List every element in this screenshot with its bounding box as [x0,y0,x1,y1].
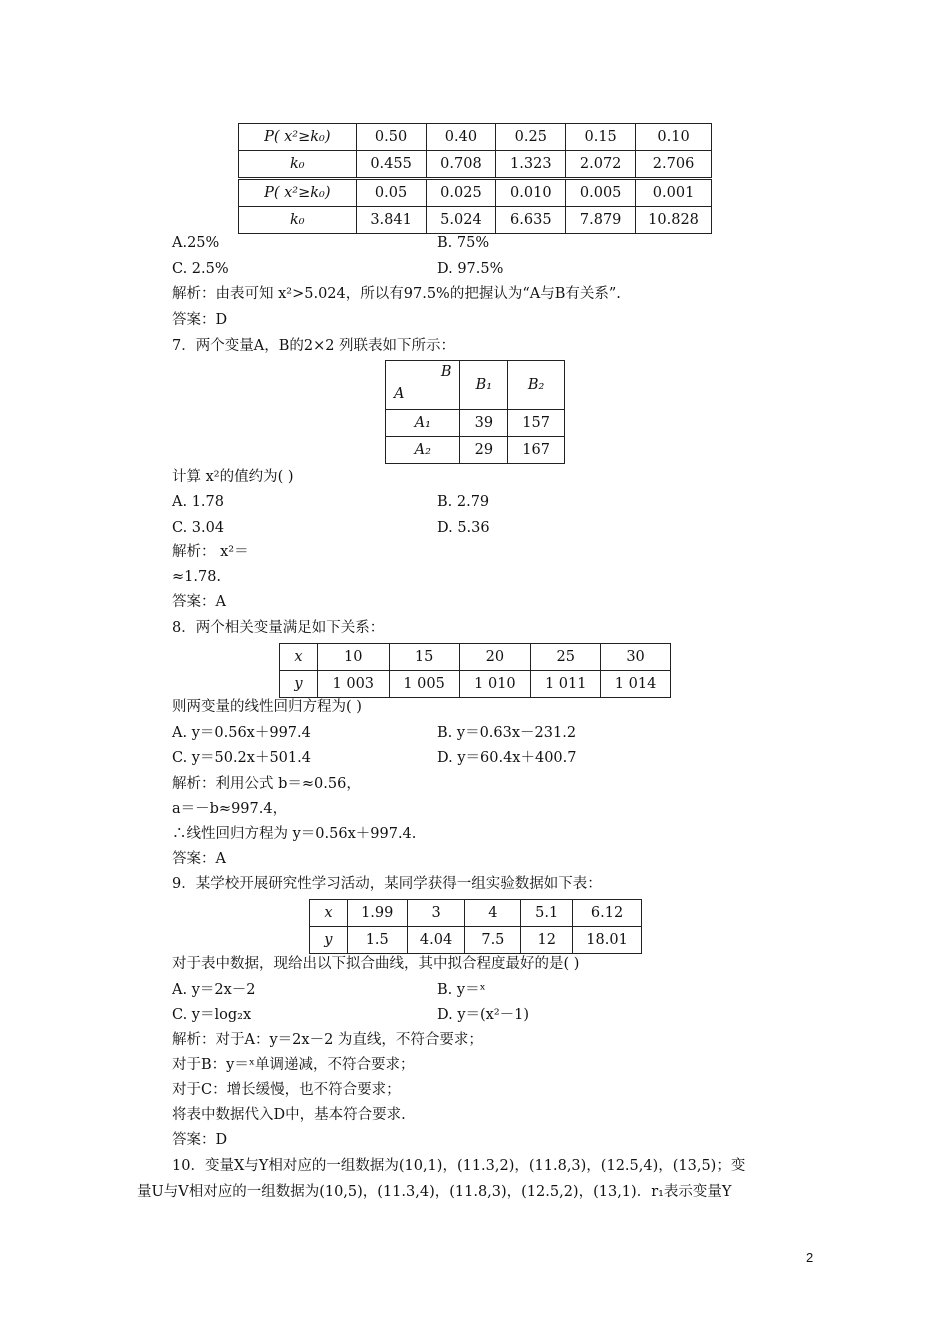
row-label: x [310,900,348,927]
table-row [386,437,565,464]
q7-analysis-2: ≈1.78. [172,569,222,585]
q7-stem: 7．两个变量A，B的2×2 列联表如下所示： [172,338,456,354]
table-row [280,644,671,671]
table-row [310,927,642,954]
table-cell: 10 [317,644,389,671]
table-cell: 39 [460,410,508,437]
table-cell: 2.706 [636,151,712,179]
table-row [239,151,712,179]
q8-analysis-3: ∴线性回归方程为 y＝0.56x＋997.4. [172,826,417,842]
table-cell: 1 011 [531,671,601,698]
table-row [239,124,712,151]
table-row [386,361,565,410]
table-cell: 0.708 [426,151,496,179]
column-header: B₂ [508,361,565,410]
row-label: A₁ [386,410,460,437]
q6-option-c: C. 2.5% [172,261,229,277]
table-cell: 3 [407,900,465,927]
table-row [280,671,671,698]
xy-table-q9 [309,899,642,954]
q7-question: 计算 x²的值约为( ) [172,469,294,485]
table-cell: 6.12 [573,900,642,927]
row-label: y [280,671,318,698]
table-cell: 15 [389,644,459,671]
q7-option-c: C. 3.04 [172,520,225,536]
q9-option-c: C. y＝log₂x [172,1007,252,1023]
contingency-table [385,360,565,464]
q9-analysis-2: 对于B：y＝ˣ单调递减，不符合要求； [172,1057,415,1073]
table-cell: 0.025 [426,179,496,207]
q6-analysis: 解析：由表可知 x²>5.024，所以有97.5%的把握认为“A与B有关系”. [172,286,621,302]
q9-option-b: B. y＝ˣ [437,982,486,998]
xy-table-q8 [279,643,671,698]
column-header: B₁ [460,361,508,410]
table-cell: 167 [508,437,565,464]
q6-option-d: D. 97.5% [437,261,504,277]
table-cell: 0.40 [426,124,496,151]
row-label: x [280,644,318,671]
chi-square-table [238,123,712,234]
table-cell: 1.5 [347,927,407,954]
q7-option-b: B. 2.79 [437,494,490,510]
q9-option-d: D. y＝(x²－1) [437,1007,530,1023]
table-cell: 30 [601,644,671,671]
q8-option-c: C. y＝50.2x＋501.4 [172,750,311,766]
table-cell: 1 010 [459,671,531,698]
table-cell: 1 005 [389,671,459,698]
table-cell: 7.879 [566,207,636,234]
q7-option-d: D. 5.36 [437,520,490,536]
q8-option-a: A. y＝0.56x＋997.4 [172,725,311,741]
table-cell: 20 [459,644,531,671]
q8-option-b: B. y＝0.63x－231.2 [437,725,577,741]
table-row [239,207,712,234]
row-label: A₂ [386,437,460,464]
q9-analysis-3: 对于C：增长缓慢，也不符合要求； [172,1082,401,1098]
q7-option-a: A. 1.78 [172,494,224,510]
q8-analysis-2: a＝－b≈997.4， [172,801,288,817]
table-cell: 5.1 [521,900,573,927]
table-cell: 18.01 [573,927,642,954]
q9-analysis-4: 将表中数据代入D中，基本符合要求. [172,1107,406,1123]
table-cell: 10.828 [636,207,712,234]
q8-analysis-1: 解析：利用公式 b＝≈0.56， [172,776,361,792]
table-row [386,410,565,437]
table-cell: 0.001 [636,179,712,207]
page-number: 2 [806,1250,814,1265]
row-label: P( x²≥k₀) [239,179,357,207]
q7-answer: 答案：A [172,594,226,610]
corner-label-b: B [440,364,452,380]
table-cell: 2.072 [566,151,636,179]
table-cell: 0.010 [496,179,566,207]
table-cell: 1.323 [496,151,566,179]
table-cell: 0.455 [356,151,426,179]
row-label: P( x²≥k₀) [239,124,357,151]
row-label: k₀ [239,151,357,179]
table-cell: 0.15 [566,124,636,151]
q6-option-a: A.25% [172,235,220,251]
table-cell: 0.05 [356,179,426,207]
table-cell: 0.50 [356,124,426,151]
row-label: k₀ [239,207,357,234]
q8-question: 则两变量的线性回归方程为( ) [172,699,362,715]
q9-option-a: A. y＝2x－2 [172,982,256,998]
table-row [310,900,642,927]
q10-line-2: 量U与V相对应的一组数据为(10,5)，(11.3,4)，(11.8,3)，(12.5,2)，(13,1)．r₁表示变量Y [137,1184,732,1200]
q6-option-b: B. 75% [437,235,490,251]
table-cell: 1 014 [601,671,671,698]
corner-label-a: A [394,386,405,402]
table-corner [386,361,460,410]
table-cell: 29 [460,437,508,464]
table-cell: 7.5 [465,927,521,954]
q7-analysis-1: 解析： x²＝ [172,544,249,560]
table-cell: 157 [508,410,565,437]
table-cell: 6.635 [496,207,566,234]
table-cell: 1.99 [347,900,407,927]
table-cell: 0.005 [566,179,636,207]
q8-stem: 8．两个相关变量满足如下关系： [172,620,385,636]
q6-answer: 答案：D [172,312,228,328]
table-cell: 25 [531,644,601,671]
q9-stem: 9．某学校开展研究性学习活动，某同学获得一组实验数据如下表： [172,876,602,892]
q10-line-1: 10．变量X与Y相对应的一组数据为(10,1)，(11.3,2)，(11.8,3)，(12.5,4)，(13,5)；变 [172,1158,746,1174]
q9-answer: 答案：D [172,1132,228,1148]
table-cell: 4 [465,900,521,927]
table-cell: 0.10 [636,124,712,151]
q9-question: 对于表中数据，现给出以下拟合曲线，其中拟合程度最好的是( ) [172,956,580,972]
table-cell: 1 003 [317,671,389,698]
table-cell: 5.024 [426,207,496,234]
table-cell: 0.25 [496,124,566,151]
table-cell: 4.04 [407,927,465,954]
table-cell: 12 [521,927,573,954]
q8-option-d: D. y＝60.4x＋400.7 [437,750,577,766]
row-label: y [310,927,348,954]
table-row [239,179,712,207]
q9-analysis-1: 解析：对于A：y＝2x－2 为直线，不符合要求； [172,1032,483,1048]
q8-answer: 答案：A [172,851,226,867]
table-cell: 3.841 [356,207,426,234]
